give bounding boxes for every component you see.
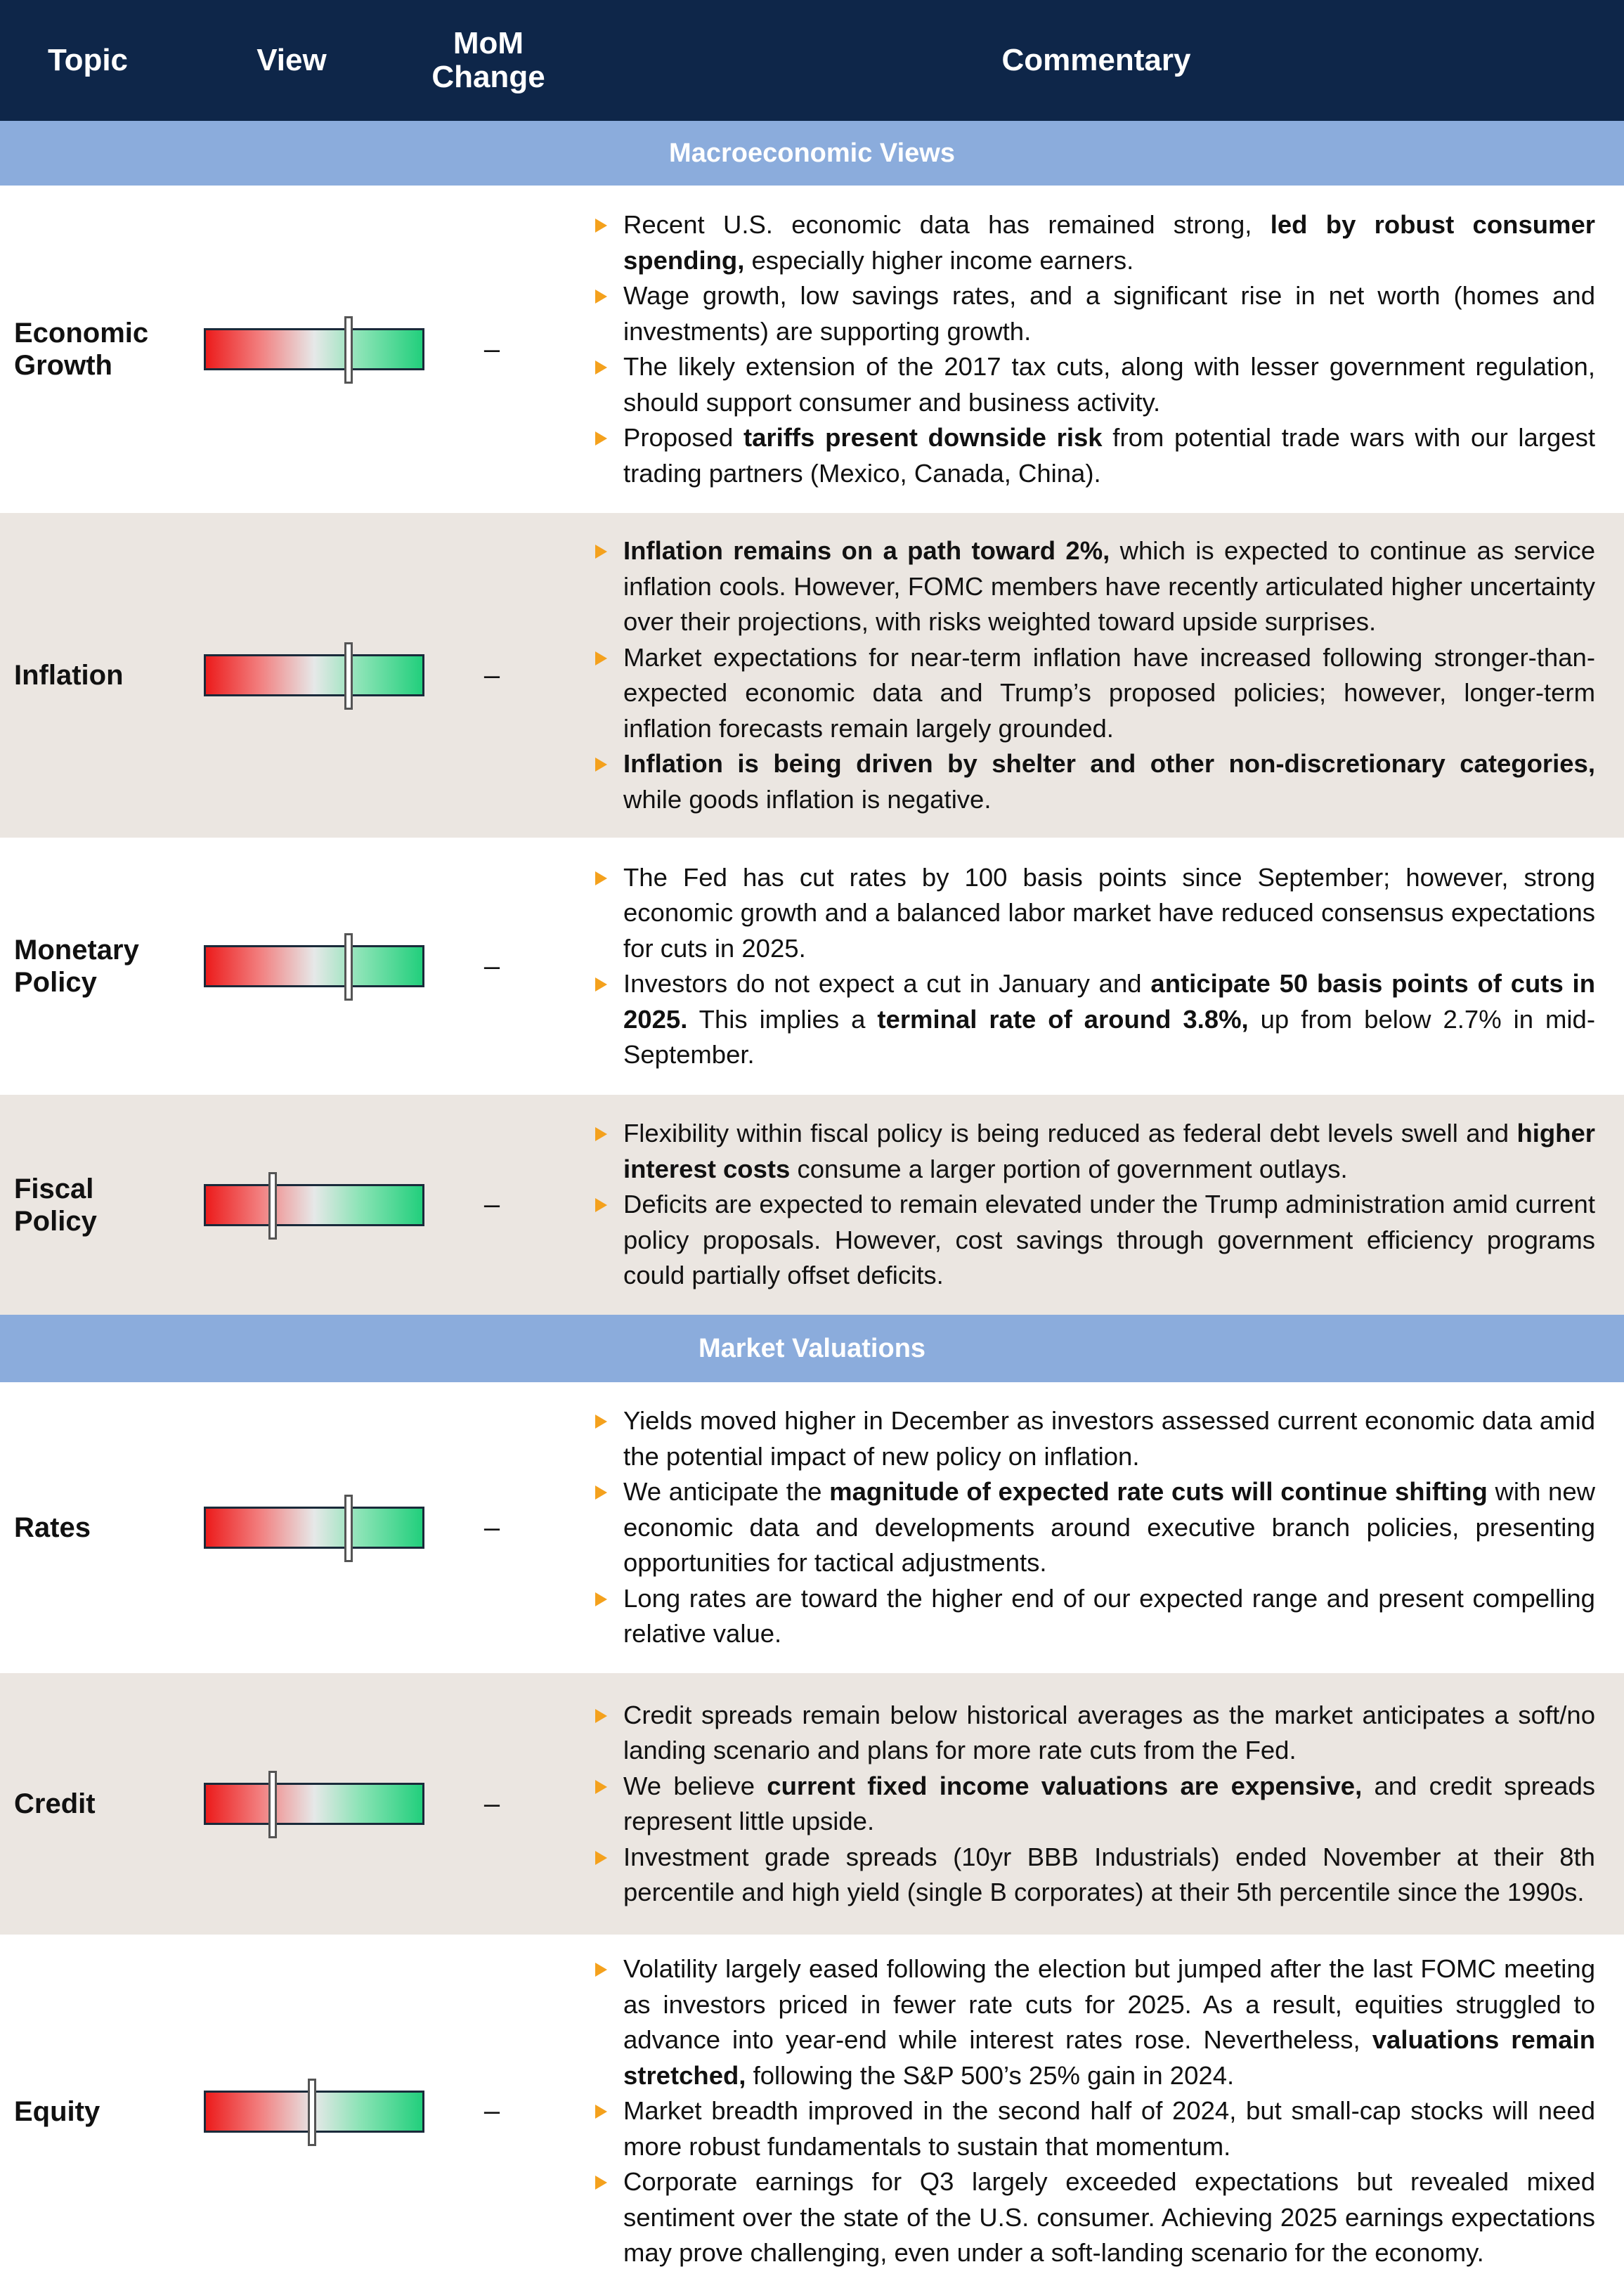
commentary-text: Flexibility within fiscal policy is being reduced as federal debt levels swell and [623, 1119, 1517, 1148]
commentary-bullet [594, 966, 1595, 1073]
mom-change-cell [443, 1673, 541, 1935]
commentary-emphasis: tariffs present downside risk [743, 423, 1103, 452]
table-row [0, 513, 1624, 838]
commentary-list [594, 533, 1595, 817]
view-marker [308, 2079, 316, 2146]
table-row [0, 838, 1624, 1095]
commentary-emphasis: current fixed income valuations are expensive, [767, 1771, 1363, 1800]
view-cell [204, 1095, 424, 1315]
header-view-label: View [256, 43, 327, 77]
view-cell [204, 1382, 424, 1673]
view-marker [344, 933, 353, 1001]
header-view [197, 0, 386, 121]
commentary-text: Corporate earnings for Q3 largely exceeded expectations but revealed mixed sentiment over the state of the U.S. consumer. Achieving 2025 earnings expectations may prove challenging, even under a soft-landing scenario for the economy. [623, 2167, 1595, 2268]
header-mom-line2: Change [431, 60, 545, 94]
commentary-cell [594, 1382, 1595, 1673]
table-row [0, 1382, 1624, 1673]
commentary-bullet [594, 746, 1595, 817]
commentary-text: consume a larger portion of government outlays. [790, 1154, 1348, 1183]
triangle-right-icon [595, 651, 607, 665]
view-cell [204, 1673, 424, 1935]
commentary-emphasis: anticipate 50 basis points of cuts in 2025. [623, 969, 1595, 1034]
table-header [0, 0, 1624, 121]
mom-change-cell [443, 186, 541, 513]
triangle-right-icon [595, 1198, 607, 1212]
triangle-right-icon [595, 1592, 607, 1606]
commentary-cell [594, 838, 1595, 1095]
commentary-text: and credit spreads represent little upside. [623, 1771, 1596, 1835]
table-row [0, 1935, 1624, 2288]
commentary-list [594, 1698, 1595, 1911]
commentary-text: We believe [623, 1771, 767, 1800]
header-commentary [590, 0, 1602, 121]
view-gauge [204, 1184, 424, 1226]
commentary-cell [594, 1673, 1595, 1935]
commentary-list [594, 1116, 1595, 1294]
triangle-right-icon [595, 360, 607, 375]
section-title: Macroeconomic Views [669, 138, 955, 168]
topic-cell [14, 186, 190, 513]
mom-change-value: – [483, 1512, 500, 1543]
triangle-right-icon [595, 1709, 607, 1723]
view-marker [344, 316, 353, 384]
commentary-emphasis: terminal rate of around 3.8%, [877, 1004, 1249, 1034]
view-gauge [204, 1783, 424, 1825]
commentary-text: Credit spreads remain below historical averages as the market anticipates a soft/no landing scenario and plans for more rate cuts from the Fed. [623, 1700, 1595, 1764]
view-cell [204, 1935, 424, 2288]
commentary-text: Volatility largely eased following the election but jumped after the last FOMC meeting as investors priced in fewer rate cuts for 2025. As a result, equities struggled to advance into year-end while interest rates rose. Nevertheless, [623, 1954, 1595, 2055]
topic-label: Economic [14, 318, 149, 349]
mom-change-value: – [483, 1788, 500, 1819]
topic-cell [14, 1095, 190, 1315]
commentary-bullet [594, 278, 1595, 349]
view-marker [344, 642, 353, 710]
view-marker [268, 1771, 277, 1838]
topic-cell [14, 513, 190, 838]
triangle-right-icon [595, 290, 607, 304]
table-row [0, 1095, 1624, 1315]
commentary-text: from potential trade wars with our largest trading partners (Mexico, Canada, China). [623, 423, 1595, 488]
commentary-cell [594, 186, 1595, 513]
section-header [0, 1315, 1624, 1382]
commentary-text: especially higher income earners. [744, 245, 1134, 275]
commentary-bullet [594, 349, 1595, 420]
mom-change-cell [443, 1382, 541, 1673]
commentary-text: Recent U.S. economic data has remained strong, [623, 210, 1271, 239]
commentary-text: Wage growth, low savings rates, and a significant rise in net worth (homes and investments) are supporting growth. [623, 281, 1595, 346]
commentary-bullet [594, 860, 1595, 967]
commentary-bullet [594, 1769, 1595, 1840]
commentary-bullet [594, 533, 1595, 640]
commentary-text: up from below 2.7% in mid-September. [623, 1004, 1595, 1069]
commentary-text: Proposed [623, 423, 743, 452]
commentary-text: with new economic data and developments around executive branch policies, presenting opportunities for tactical adjustments. [623, 1477, 1596, 1578]
triangle-right-icon [595, 2176, 607, 2190]
topic-label: Policy [14, 967, 97, 998]
view-gauge [204, 654, 424, 696]
view-cell [204, 513, 424, 838]
commentary-emphasis: magnitude of expected rate cuts will continue shifting [829, 1477, 1488, 1507]
commentary-text: which is expected to continue as service inflation cools. However, FOMC members have recently articulated higher uncertainty over their projections, with risks weighted toward upside surprises. [623, 536, 1596, 636]
mom-change-value: – [483, 950, 500, 982]
mom-change-cell [443, 838, 541, 1095]
commentary-emphasis: led by robust consumer spending, [623, 210, 1595, 275]
topic-cell [14, 1382, 190, 1673]
commentary-text: Yields moved higher in December as investors assessed current economic data amid the potential impact of new policy on inflation. [623, 1406, 1595, 1471]
mom-change-cell [443, 1935, 541, 2288]
commentary-bullet [594, 420, 1595, 491]
triangle-right-icon [595, 871, 607, 885]
commentary-list [594, 860, 1595, 1073]
mom-change-value: – [483, 333, 500, 365]
header-topic [0, 0, 176, 121]
commentary-emphasis: Inflation remains on a path toward 2%, [623, 536, 1110, 565]
triangle-right-icon [595, 977, 607, 992]
triangle-right-icon [595, 2105, 607, 2119]
topic-cell [14, 838, 190, 1095]
view-gauge [204, 328, 424, 370]
commentary-text: Investors do not expect a cut in January and [623, 969, 1151, 998]
topic-label: Rates [14, 1512, 91, 1543]
view-gauge [204, 2091, 424, 2133]
commentary-bullet [594, 1187, 1595, 1294]
table-row [0, 186, 1624, 513]
header-topic-label: Topic [47, 43, 129, 77]
commentary-list [594, 1951, 1595, 2271]
commentary-emphasis: Inflation is being driven by shelter and other non-discretionary categories, [623, 749, 1595, 778]
triangle-right-icon [595, 1486, 607, 1500]
commentary-text: Market expectations for near-term inflation have increased following stronger-than-expected economic data and Trump’s proposed policies; however, longer-term inflation forecasts remain largely grounded. [623, 642, 1595, 743]
view-gauge [204, 945, 424, 987]
commentary-bullet [594, 2093, 1595, 2164]
topic-label: Monetary [14, 935, 139, 966]
topic-label: Equity [14, 2095, 100, 2127]
topic-label: Credit [14, 1788, 96, 1819]
commentary-cell [594, 1095, 1595, 1315]
section-header [0, 121, 1624, 186]
commentary-bullet [594, 1474, 1595, 1581]
commentary-text: The likely extension of the 2017 tax cuts, along with lesser government regulation, should support consumer and business activity. [623, 352, 1595, 417]
mom-change-value: – [483, 1189, 500, 1220]
commentary-bullet [594, 1951, 1595, 2093]
mom-change-value: – [483, 659, 500, 691]
view-cell [204, 186, 424, 513]
commentary-cell [594, 513, 1595, 838]
commentary-bullet [594, 207, 1595, 278]
commentary-text: following the S&P 500’s 25% gain in 2024. [746, 2060, 1235, 2090]
header-mom-line1: MoM [453, 26, 524, 60]
triangle-right-icon [595, 1963, 607, 1977]
commentary-list [594, 207, 1595, 491]
view-gauge [204, 1507, 424, 1549]
view-marker [344, 1495, 353, 1562]
table-row [0, 1673, 1624, 1935]
commentary-bullet [594, 640, 1595, 747]
mom-change-cell [443, 1095, 541, 1315]
commentary-text: Deficits are expected to remain elevated under the Trump administration amid current policy proposals. However, cost savings through government efficiency programs could partially offset deficits. [623, 1190, 1595, 1290]
triangle-right-icon [595, 1415, 607, 1429]
section-title: Market Valuations [698, 1333, 926, 1363]
topic-cell [14, 1673, 190, 1935]
topic-label: Inflation [14, 660, 124, 691]
topic-cell [14, 1935, 190, 2288]
commentary-cell [594, 1935, 1595, 2288]
triangle-right-icon [595, 1851, 607, 1865]
view-marker [268, 1172, 277, 1240]
header-mom-change [394, 0, 583, 121]
topic-label: Policy [14, 1205, 97, 1237]
commentary-list [594, 1403, 1595, 1652]
commentary-text: Long rates are toward the higher end of our expected range and present compelling relative value. [623, 1583, 1595, 1649]
triangle-right-icon [595, 1780, 607, 1794]
commentary-bullet [594, 1581, 1595, 1652]
triangle-right-icon [595, 1127, 607, 1141]
commentary-bullet [594, 1403, 1595, 1474]
header-commentary-label: Commentary [1001, 43, 1191, 77]
commentary-bullet [594, 1840, 1595, 1911]
commentary-emphasis: valuations remain stretched, [623, 2025, 1595, 2090]
commentary-bullet [594, 1116, 1595, 1187]
triangle-right-icon [595, 758, 607, 772]
commentary-bullet [594, 1698, 1595, 1769]
commentary-text: The Fed has cut rates by 100 basis points since September; however, strong economic growth and a balanced labor market have reduced consensus expectations for cuts in 2025. [623, 862, 1595, 963]
commentary-text: while goods inflation is negative. [623, 784, 992, 814]
triangle-right-icon [595, 219, 607, 233]
triangle-right-icon [595, 545, 607, 559]
commentary-text: We anticipate the [623, 1477, 830, 1507]
topic-label: Growth [14, 350, 112, 381]
commentary-emphasis: higher interest costs [623, 1119, 1595, 1183]
view-cell [204, 838, 424, 1095]
commentary-bullet [594, 2164, 1595, 2271]
mom-change-cell [443, 513, 541, 838]
triangle-right-icon [595, 431, 607, 446]
commentary-text: Investment grade spreads (10yr BBB Industrials) ended November at their 8th percentile and high yield (single B corporates) at their 5th percentile since the 1990s. [623, 1842, 1595, 1906]
mom-change-value: – [483, 2095, 500, 2126]
topic-label: Fiscal [14, 1173, 94, 1204]
commentary-text: Market breadth improved in the second half of 2024, but small-cap stocks will need more robust fundamentals to sustain that momentum. [623, 2096, 1595, 2161]
commentary-text: This implies a [687, 1004, 878, 1034]
